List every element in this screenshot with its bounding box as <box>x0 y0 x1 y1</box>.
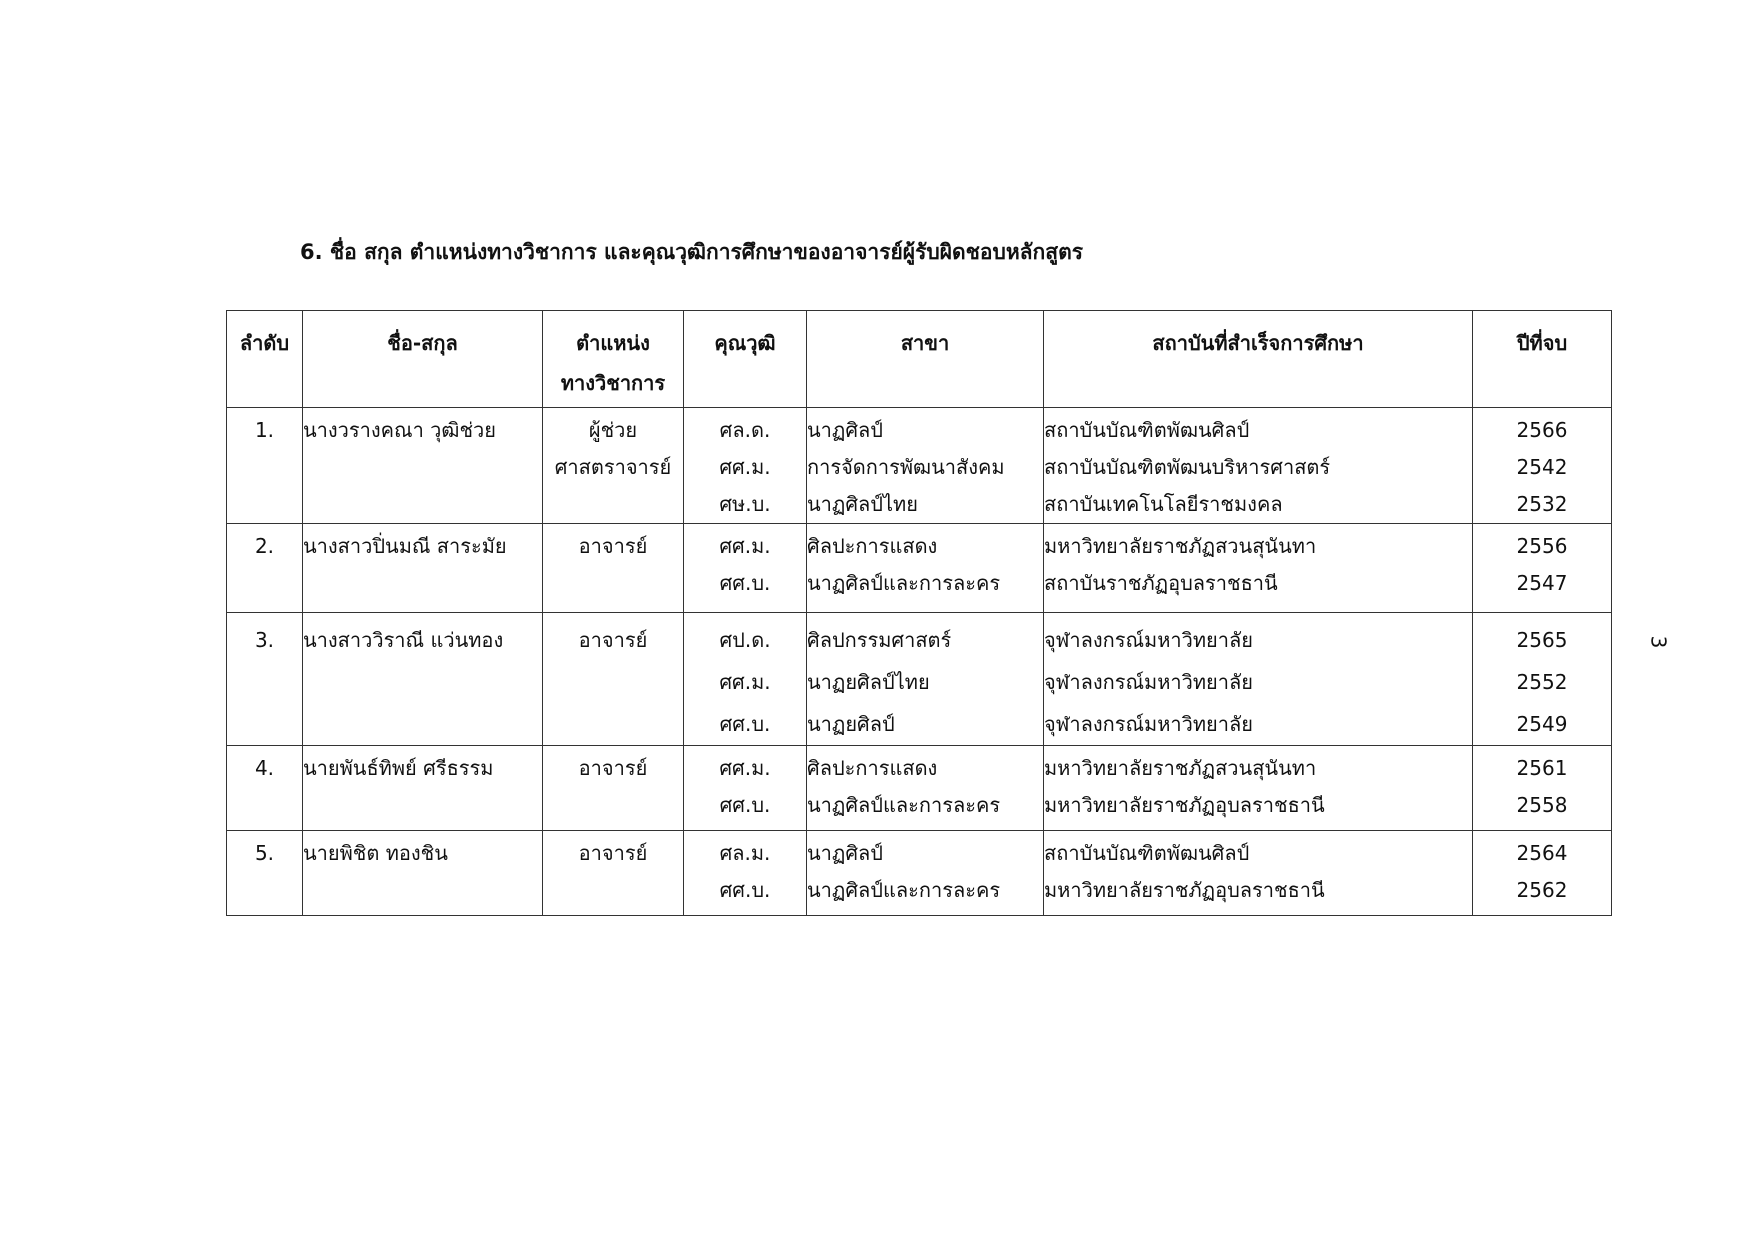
header-position <box>543 311 684 408</box>
year-value: 2547 <box>1516 571 1568 595</box>
header-position-line1: ตำแหน่ง <box>576 331 650 355</box>
major-cell <box>807 746 1044 831</box>
degree-value: ศศ.ม. <box>719 534 771 558</box>
name-value: นางสาววิราณี แว่นทอง <box>303 628 504 652</box>
institution-value: จุฬาลงกรณ์มหาวิทยาลัย <box>1044 628 1253 652</box>
major-value: นาฏยศิลป์ <box>807 712 895 736</box>
institution-value: มหาวิทยาลัยราชภัฏสวนสุนันทา <box>1044 534 1317 558</box>
year-value: 2532 <box>1516 492 1568 516</box>
major-cell <box>807 613 1044 746</box>
institution-value: จุฬาลงกรณ์มหาวิทยาลัย <box>1044 670 1253 694</box>
name-cell <box>303 613 543 746</box>
institution-cell <box>1044 613 1473 746</box>
degree-value: ศศ.ม. <box>719 670 771 694</box>
degree-value: ศศ.บ. <box>719 712 771 736</box>
order-value: 4. <box>254 756 275 780</box>
major-value: นาฏยศิลป์ไทย <box>807 670 930 694</box>
major-value: ศิลปะการแสดง <box>807 756 938 780</box>
year-value: 2549 <box>1516 712 1568 736</box>
degree-cell <box>684 613 807 746</box>
institution-value: สถาบันราชภัฏอุบลราชธานี <box>1044 571 1278 595</box>
major-cell <box>807 408 1044 524</box>
order-cell <box>227 408 303 524</box>
year-value: 2558 <box>1516 793 1568 817</box>
header-name: ชื่อ-สกุล <box>303 311 543 408</box>
name-cell <box>303 831 543 916</box>
table-row <box>227 408 1612 524</box>
position-value: อาจารย์ <box>578 534 648 558</box>
order-value: 3. <box>254 628 275 652</box>
position-value: อาจารย์ <box>578 841 648 865</box>
name-value: นายพันธ์ทิพย์ ศรีธรรม <box>303 756 494 780</box>
institution-cell <box>1044 831 1473 916</box>
year-value: 2562 <box>1516 878 1568 902</box>
page-number: 3 <box>1646 635 1671 649</box>
year-value: 2561 <box>1516 756 1568 780</box>
position-value: อาจารย์ <box>578 628 648 652</box>
institution-value: สถาบันบัณฑิตพัฒนบริหารศาสตร์ <box>1044 455 1331 479</box>
order-value: 1. <box>254 418 275 442</box>
degree-value: ศล.ม. <box>719 841 771 865</box>
header-year: ปีที่จบ <box>1473 311 1612 408</box>
position-cell <box>543 524 684 613</box>
year-cell <box>1473 408 1612 524</box>
major-value: นาฏศิลป์และการละคร <box>807 878 1001 902</box>
position-cell <box>543 746 684 831</box>
institution-value: จุฬาลงกรณ์มหาวิทยาลัย <box>1044 712 1253 736</box>
year-cell <box>1473 524 1612 613</box>
position-value: ผู้ช่วย <box>588 418 638 442</box>
major-value: นาฏศิลป์ไทย <box>807 492 918 516</box>
degree-value: ศป.ด. <box>719 628 771 652</box>
major-value: นาฏศิลป์ <box>807 841 883 865</box>
major-value: นาฏศิลป์ <box>807 418 883 442</box>
year-value: 2556 <box>1516 534 1568 558</box>
institution-value: มหาวิทยาลัยราชภัฏอุบลราชธานี <box>1044 878 1325 902</box>
institution-cell <box>1044 746 1473 831</box>
header-order: ลำดับ <box>227 311 303 408</box>
major-value: ศิลปกรรมศาสตร์ <box>807 628 952 652</box>
degree-value: ศศ.บ. <box>719 793 771 817</box>
position-cell <box>543 408 684 524</box>
table-row <box>227 524 1612 613</box>
degree-value: ศศ.บ. <box>719 571 771 595</box>
institution-value: มหาวิทยาลัยราชภัฏอุบลราชธานี <box>1044 793 1325 817</box>
table-row <box>227 746 1612 831</box>
degree-value: ศศ.ม. <box>719 455 771 479</box>
year-cell <box>1473 746 1612 831</box>
major-value: นาฏศิลป์และการละคร <box>807 793 1001 817</box>
faculty-table <box>226 310 1612 916</box>
section-heading: 6. ชื่อ สกุล ตำแหน่งทางวิชาการ และคุณวุฒิการศึกษาของอาจารย์ผู้รับผิดชอบหลักสูตร <box>300 240 1083 264</box>
order-cell <box>227 831 303 916</box>
header-row <box>227 311 1612 408</box>
position-cell <box>543 613 684 746</box>
degree-value: ศศ.บ. <box>719 878 771 902</box>
year-cell <box>1473 831 1612 916</box>
name-cell <box>303 524 543 613</box>
degree-cell <box>684 746 807 831</box>
institution-value: สถาบันบัณฑิตพัฒนศิลป์ <box>1044 418 1250 442</box>
year-value: 2565 <box>1516 628 1568 652</box>
major-cell <box>807 831 1044 916</box>
degree-cell <box>684 408 807 524</box>
institution-value: สถาบันเทคโนโลยีราชมงคล <box>1044 492 1283 516</box>
position-value: อาจารย์ <box>578 756 648 780</box>
header-institution: สถาบันที่สำเร็จการศึกษา <box>1044 311 1473 408</box>
institution-cell <box>1044 524 1473 613</box>
name-value: นางวรางคณา วุฒิช่วย <box>303 418 496 442</box>
table-row <box>227 831 1612 916</box>
major-value: ศิลปะการแสดง <box>807 534 938 558</box>
name-value: นางสาวปิ่นมณี สาระมัย <box>303 534 507 558</box>
degree-cell <box>684 524 807 613</box>
year-value: 2564 <box>1516 841 1568 865</box>
degree-value: ศษ.บ. <box>719 492 771 516</box>
institution-cell <box>1044 408 1473 524</box>
year-value: 2566 <box>1516 418 1568 442</box>
table-row <box>227 613 1612 746</box>
header-major: สาขา <box>807 311 1044 408</box>
degree-cell <box>684 831 807 916</box>
name-cell <box>303 746 543 831</box>
institution-value: มหาวิทยาลัยราชภัฏสวนสุนันทา <box>1044 756 1317 780</box>
institution-value: สถาบันบัณฑิตพัฒนศิลป์ <box>1044 841 1250 865</box>
order-cell <box>227 524 303 613</box>
position-value: ศาสตราจารย์ <box>554 455 672 479</box>
degree-value: ศล.ด. <box>719 418 771 442</box>
degree-value: ศศ.ม. <box>719 756 771 780</box>
header-degree: คุณวุฒิ <box>684 311 807 408</box>
order-cell <box>227 613 303 746</box>
order-cell <box>227 746 303 831</box>
year-value: 2542 <box>1516 455 1568 479</box>
order-value: 2. <box>254 534 275 558</box>
major-value: การจัดการพัฒนาสังคม <box>807 455 1005 479</box>
order-value: 5. <box>254 841 275 865</box>
position-cell <box>543 831 684 916</box>
major-cell <box>807 524 1044 613</box>
name-value: นายพิชิต ทองชิน <box>303 841 448 865</box>
name-cell <box>303 408 543 524</box>
major-value: นาฏศิลป์และการละคร <box>807 571 1001 595</box>
year-value: 2552 <box>1516 670 1568 694</box>
header-position-line2: ทางวิชาการ <box>560 371 666 395</box>
year-cell <box>1473 613 1612 746</box>
